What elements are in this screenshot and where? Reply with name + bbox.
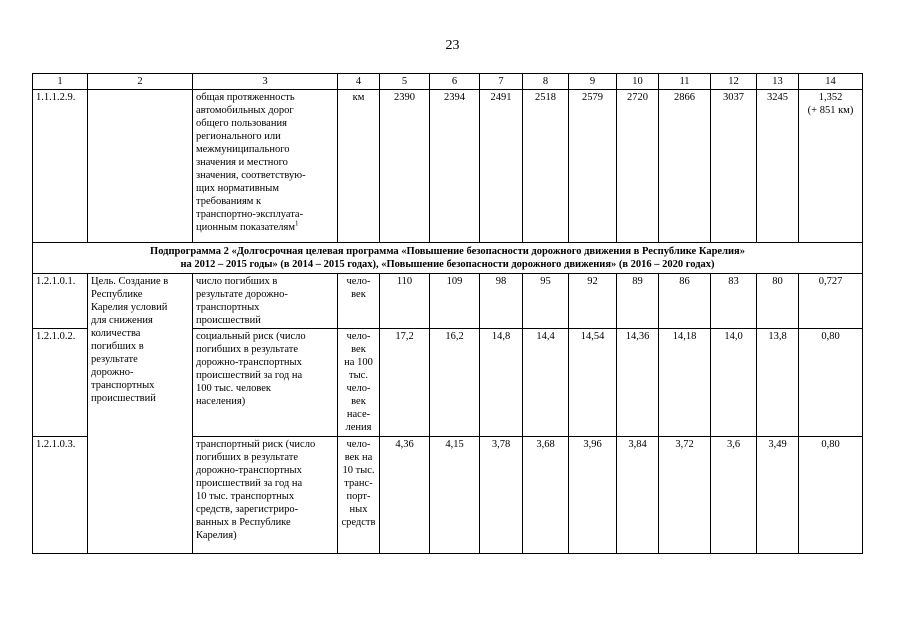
final-value-cell: 0,80	[799, 329, 863, 437]
value-cell: 14,0	[711, 329, 757, 437]
value-cell: 3,78	[480, 437, 523, 554]
indicator-cell: число погибших в результате дорожно- транспортных происшествий	[193, 274, 338, 329]
value-cell: 14,4	[523, 329, 569, 437]
value-cell: 3,72	[659, 437, 711, 554]
value-cell: 83	[711, 274, 757, 329]
unit-cell: чело- век на 100 тыс. чело- век насе- ления	[338, 329, 380, 437]
row-code: 1.2.1.0.3.	[33, 437, 88, 554]
value-cell: 3,6	[711, 437, 757, 554]
value-cell: 3,84	[617, 437, 659, 554]
value-cell: 110	[380, 274, 430, 329]
unit-cell: чело- век на 10 тыс. транс- порт- ных средств	[338, 437, 380, 554]
column-number: 13	[757, 74, 799, 90]
column-number: 11	[659, 74, 711, 90]
footnote-mark: 1	[295, 219, 299, 228]
row-code: 1.1.1.2.9.	[33, 90, 88, 243]
row-code: 1.2.1.0.1.	[33, 274, 88, 329]
value-cell: 3037	[711, 90, 757, 243]
goal-cell	[88, 90, 193, 243]
unit-cell: чело- век	[338, 274, 380, 329]
goal-cell: Цель. Создание в Республике Карелия условий для снижения количества погибших в результате дорожно- транспортных происшествий	[88, 274, 193, 554]
value-cell: 2491	[480, 90, 523, 243]
value-cell: 109	[430, 274, 480, 329]
value-cell: 2866	[659, 90, 711, 243]
column-number: 1	[33, 74, 88, 90]
column-number-row	[33, 74, 863, 90]
column-number: 9	[569, 74, 617, 90]
value-cell: 3,96	[569, 437, 617, 554]
column-number: 4	[338, 74, 380, 90]
value-cell: 14,8	[480, 329, 523, 437]
value-cell: 92	[569, 274, 617, 329]
value-cell: 4,36	[380, 437, 430, 554]
value-cell: 2390	[380, 90, 430, 243]
table-row-road-length	[33, 90, 863, 243]
value-cell: 2518	[523, 90, 569, 243]
value-cell: 14,36	[617, 329, 659, 437]
column-number: 3	[193, 74, 338, 90]
value-cell: 2579	[569, 90, 617, 243]
final-value-cell: 0,727	[799, 274, 863, 329]
subprogram-title: Подпрограмма 2 «Долгосрочная целевая программа «Повышение безопасности дорожного движения в Республике Карелия» на 2012 – 2015 годы» (в 2014 – 2015 годах), «Повышение безопасности дорожного движения» (в 2016 – 2020 годах)	[33, 243, 863, 274]
table-row	[33, 274, 863, 329]
value-cell: 13,8	[757, 329, 799, 437]
value-cell: 3245	[757, 90, 799, 243]
value-cell: 98	[480, 274, 523, 329]
value-cell: 86	[659, 274, 711, 329]
column-number: 7	[480, 74, 523, 90]
column-number: 12	[711, 74, 757, 90]
value-cell: 4,15	[430, 437, 480, 554]
indicator-cell: общая протяженность автомобильных дорог общего пользования регионального или межмуниципального значения и местного значения, соответствую- щих нормативным требованиям к транспортно-эксплуата- ционным показателям$^1$	[193, 90, 338, 243]
value-cell: 3,49	[757, 437, 799, 554]
value-cell: 14,54	[569, 329, 617, 437]
indicator-cell: транспортный риск (число погибших в результате дорожно-транспортных происшествий за год на 10 тыс. транспортных средств, зарегистриро- ванных в Республике Карелия)	[193, 437, 338, 554]
value-cell: 2394	[430, 90, 480, 243]
column-number: 8	[523, 74, 569, 90]
row-code: 1.2.1.0.2.	[33, 329, 88, 437]
value-cell: 3,68	[523, 437, 569, 554]
column-number: 2	[88, 74, 193, 90]
page-number: 23	[445, 38, 460, 53]
value-cell: 95	[523, 274, 569, 329]
unit-cell: км	[338, 90, 380, 243]
value-cell: 14,18	[659, 329, 711, 437]
value-cell: 17,2	[380, 329, 430, 437]
subprogram-heading-row	[33, 243, 863, 274]
value-cell: 16,2	[430, 329, 480, 437]
column-number: 5	[380, 74, 430, 90]
indicators-table	[32, 73, 863, 554]
value-cell: 89	[617, 274, 659, 329]
value-cell: 2720	[617, 90, 659, 243]
final-value-cell: 1,352 (+ 851 км)	[799, 90, 863, 243]
column-number: 6	[430, 74, 480, 90]
final-value-cell: 0,80	[799, 437, 863, 554]
column-number: 10	[617, 74, 659, 90]
indicator-cell: социальный риск (число погибших в результате дорожно-транспортных происшествий за год на 100 тыс. человек населения)	[193, 329, 338, 437]
value-cell: 80	[757, 274, 799, 329]
column-number: 14	[799, 74, 863, 90]
